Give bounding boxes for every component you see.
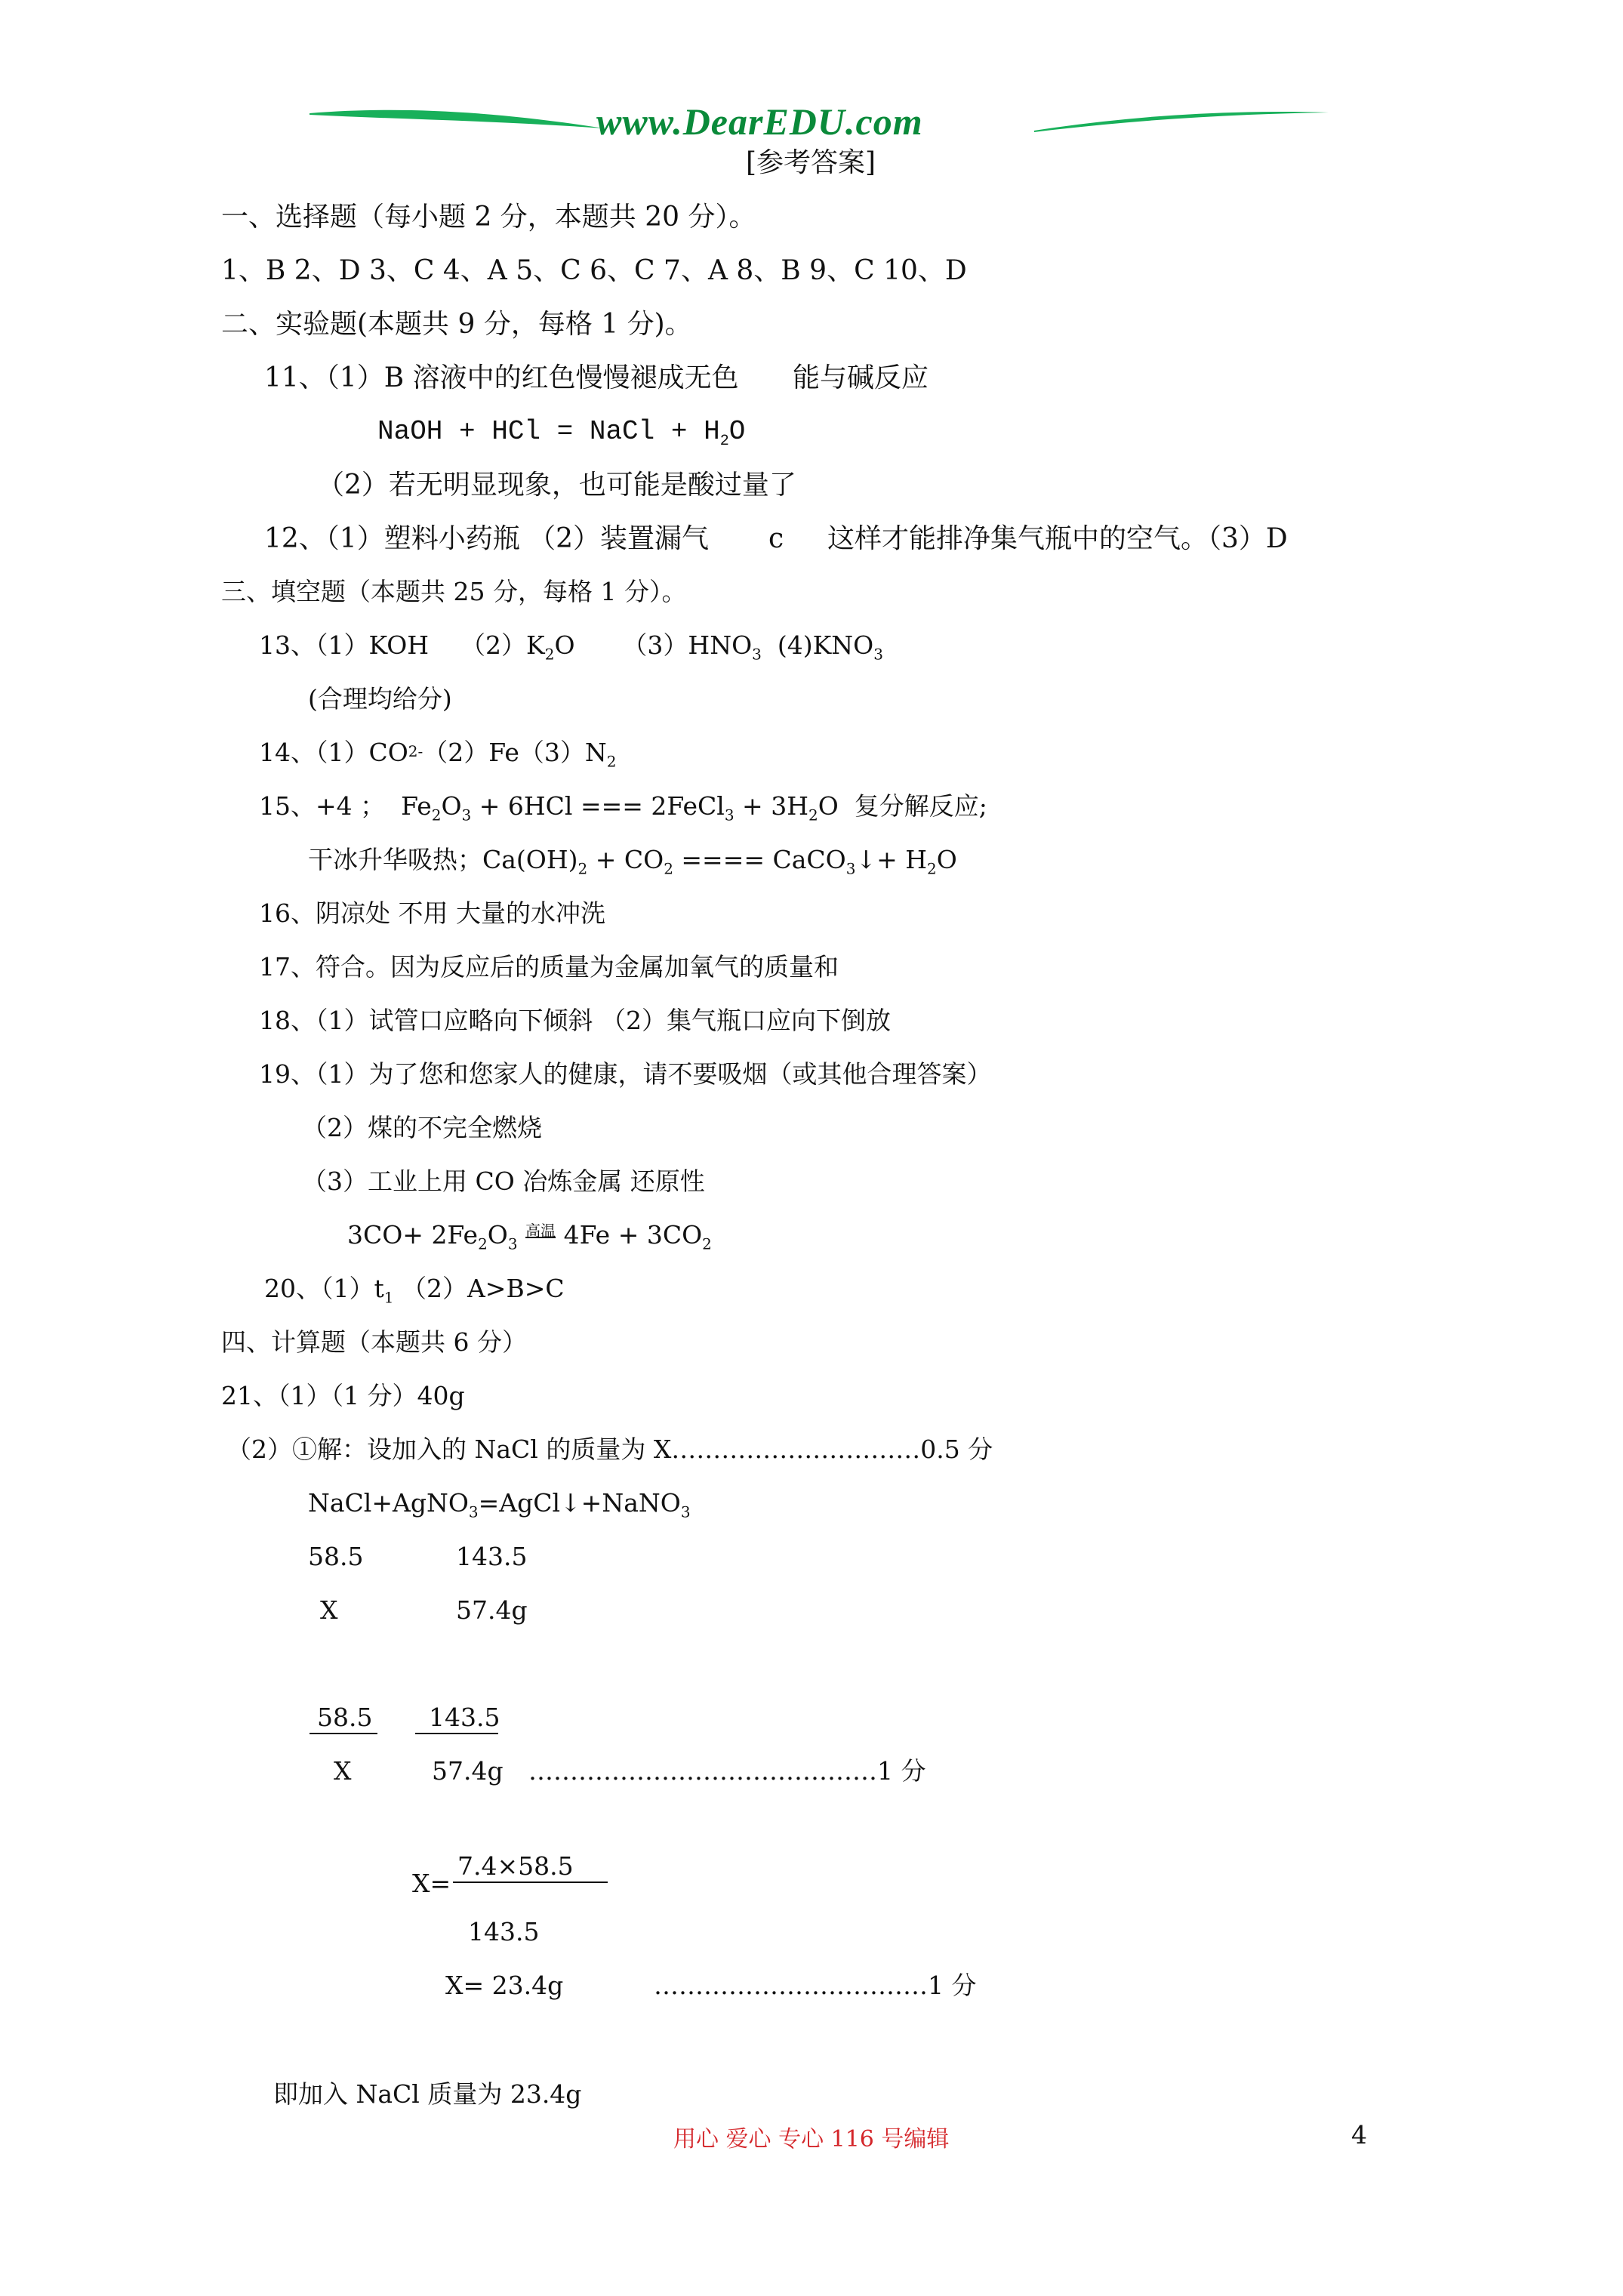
section-4-title: 四、计算题（本题共 6 分） xyxy=(221,1327,527,1357)
q11-part2: （2）若无明显现象，也可能是酸过量了 xyxy=(317,470,796,501)
q15-b: 干冰升华吸热；$Ca(OH)_2 + CO_2$ ==== CaCO$_3$↓+ $H_2O$ xyxy=(308,845,957,878)
q12-b: c xyxy=(768,523,784,554)
x-numerator: 7.4×58.5 xyxy=(457,1851,574,1881)
q21-equation: NaCl+AgNO$_3$=AgCl↓+NaNO$_3$ xyxy=(308,1488,691,1521)
q12-c: 这样才能排净集气瓶中的空气。（3）D xyxy=(827,523,1288,554)
q21-1: 21、（1）（1 分）40g xyxy=(221,1381,465,1410)
q19-equation: $3CO+ 2Fe_2O_3$ $^{高温}$ $4Fe + 3CO_2$ xyxy=(347,1220,712,1253)
dots-line-2: ……………………………1 分 xyxy=(654,1971,977,2000)
x-denominator: 143.5 xyxy=(468,1917,540,1946)
q15-a: 15、+4 ； $Fe_2O_3 + 6HCl$ === 2FeCl$_3$ + $3H_2O$ 复分解反应; xyxy=(259,791,987,824)
q14: 14、$(1)CO_{2-}(2)Fe(3)N_2$ xyxy=(259,738,617,771)
ratio-row1-b: 143.5 xyxy=(456,1542,528,1571)
dots-line-1: ……………………………………1 分 xyxy=(528,1756,926,1786)
q19-3: （3）工业上用 CO 冶炼金属 还原性 xyxy=(302,1166,705,1196)
logo-text: www.DearEDU.com xyxy=(596,100,923,143)
q11-part1: 11、（1）B 溶液中的红色慢慢褪成无色 xyxy=(264,362,739,393)
section-1-title: 一、选择题（每小题 2 分，本题共 20 分）。 xyxy=(221,202,756,233)
frac1-den-a: X xyxy=(334,1756,352,1786)
ratio-row1-a: 58.5 xyxy=(308,1542,364,1571)
x-eq-label: X= xyxy=(412,1869,451,1898)
frac1-num-b: 143.5 xyxy=(429,1703,500,1732)
q21-2: （2）①解：设加入的 NaCl 的质量为 X…………………………0.5 分 xyxy=(226,1435,993,1464)
x-result: X= 23.4g xyxy=(445,1971,564,2000)
final-answer: 即加入 NaCl 质量为 23.4g xyxy=(273,2079,582,2109)
q18: 18、（1）试管口应略向下倾斜 （2）集气瓶口应向下倒放 xyxy=(259,1006,891,1035)
frac1-line-b xyxy=(415,1733,498,1734)
section-2-title: 二、实验题(本题共 9 分，每格 1 分)。 xyxy=(221,309,692,340)
frac1-line-a xyxy=(310,1733,377,1734)
q13-note: (合理均给分) xyxy=(308,684,452,713)
footer-slogan: 用心 爱心 专心 116 号编辑 xyxy=(673,2126,950,2153)
q12-a: 12、（1）塑料小药瓶 （2）装置漏气 xyxy=(264,523,710,554)
page-number: 4 xyxy=(1351,2120,1367,2150)
frac1-den-b: 57.4g xyxy=(432,1756,504,1786)
frac1-num-a: 58.5 xyxy=(317,1703,373,1732)
q11-part1-b: 能与碱反应 xyxy=(793,362,929,393)
q13: 13、（1）KOH $(2)K_2O$ $(3)HNO_3$ $(4)KNO_3$ xyxy=(259,630,883,664)
ratio-row2-a: X xyxy=(320,1595,338,1625)
q17: 17、符合。因为反应后的质量为金属加氧气的质量和 xyxy=(259,952,839,982)
section-1-answers: 1、B 2、D 3、C 4、A 5、C 6、C 7、A 8、B 9、C 10、D xyxy=(221,255,967,286)
q11-equation: NaOH + HCl = NaCl + $H_2O$ xyxy=(377,416,746,451)
logo-swoosh-right xyxy=(1034,102,1329,136)
q19-2: （2）煤的不完全燃烧 xyxy=(302,1113,542,1142)
section-3-title: 三、填空题（本题共 25 分，每格 1 分）。 xyxy=(221,577,687,606)
page-title: [参考答案] xyxy=(746,147,876,178)
ratio-row2-b: 57.4g xyxy=(456,1595,528,1625)
q16: 16、阴凉处 不用 大量的水冲洗 xyxy=(259,898,605,928)
x-fraction-line xyxy=(453,1881,608,1883)
q19-1: 19、（1）为了您和您家人的健康，请不要吸烟（或其他合理答案） xyxy=(259,1059,992,1089)
logo-swoosh-left xyxy=(310,98,604,136)
q20: 20、$(1)t_1$ （2）A>B>C xyxy=(264,1274,565,1307)
